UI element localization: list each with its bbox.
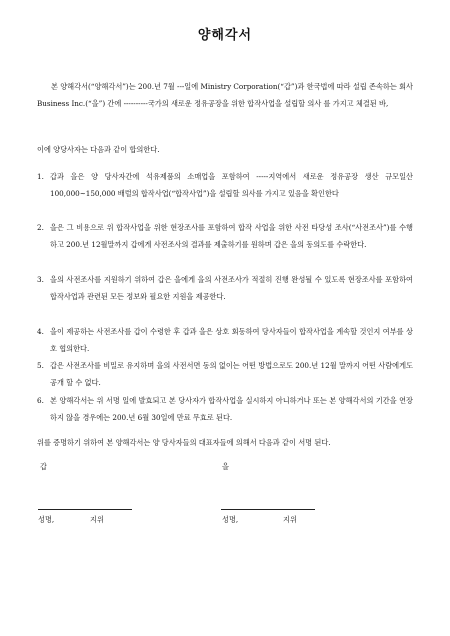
clause-text: 을의 사전조사를 지원하기 위하여 갑은 을에게 을의 사전조사가 적절히 진행 완성될 수 있도록 현장조사를 포함하여 합작사업과 관련된 모든 정보와 필요한 지원을 제공한다. [50, 275, 413, 301]
signature-line-a [38, 509, 132, 510]
clause-number: 5. [37, 361, 44, 370]
clause-text: 을이 제공하는 사전조사를 갑이 수령한 후 갑과 을은 상호 회동하여 당사자들이 합작사업을 계속할 것인지 여부를 상호 협의한다. [50, 327, 413, 353]
clause-number: 2. [37, 223, 44, 232]
clause-number: 4. [37, 327, 44, 336]
clause-3 [37, 271, 413, 305]
clause-number: 1. [37, 172, 44, 181]
signature-name-label-a: 성명, [38, 515, 55, 524]
clause-5 [37, 357, 413, 391]
clause-text: 갑과 을은 양 당사자간에 석유제품의 소매업을 포함하여 -----지역에서 새로운 정유공장 생산 규모일산 100,000~150,000 배럴의 합작사업(“합작사업”)을 설립할 의사를 가지고 있음을 확인한다 [50, 172, 413, 198]
intro-paragraph: 본 양해각서(“양해각서”)는 200.년 7월 ---일에 Ministry Corporation(“갑”)과 한국법에 따라 설립 존속하는 회사 Business Inc.(“을”) 간에 ----------국가의 새로운 정유공장을 위한 합작사업을 설립할 의사 를 가지고 체결된 바, [37, 82, 413, 108]
closing-statement: 위를 증명하기 위하여 본 양해각서는 양 당사자들의 대표자들에 의해서 다음과 같이 서명 된다. [37, 438, 331, 447]
signature-position-label-a: 지위 [90, 515, 104, 524]
agreement-lead: 이에 양당사자는 다음과 같이 합의한다. [37, 145, 160, 154]
clause-2 [37, 219, 413, 253]
clause-number: 3. [37, 275, 44, 284]
clause-1 [37, 168, 413, 202]
clause-number: 6. [37, 396, 44, 405]
page-title: 양해각서 [197, 28, 253, 43]
clause-text: 을은 그 비용으로 위 합작사업을 위한 현장조사를 포함하여 합작 사업을 위한 사전 타당성 조사(“사전조사”)를 수행하고 200.년 12월말까지 갑에게 사전조사의 결과를 제출하기를 원하며 갑은 을의 동의도를 수락한다. [50, 223, 413, 249]
signature-line-b [221, 509, 315, 510]
clause-text: 본 양해각서는 위 서명 일에 발효되고 본 당사자가 합작사업을 실시하지 아니하거나 또는 본 양해각서의 기간을 연장하지 않을 경우에는 200.년 6월 30일에 만료 무효로 된다. [50, 396, 413, 422]
signature-position-label-b: 지위 [283, 515, 297, 524]
clause-4 [37, 323, 413, 357]
clause-6 [37, 392, 413, 426]
signature-name-label-b: 성명, [222, 515, 239, 524]
party-a-label: 갑 [40, 462, 47, 471]
party-b-label: 을 [222, 462, 229, 471]
clause-text: 갑은 사전조사를 비밀로 유지하며 을의 사전서면 동의 없이는 어떤 방법으로도 200.년 12월 말까지 어떤 사람에게도 공개 할 수 없다. [50, 361, 413, 387]
